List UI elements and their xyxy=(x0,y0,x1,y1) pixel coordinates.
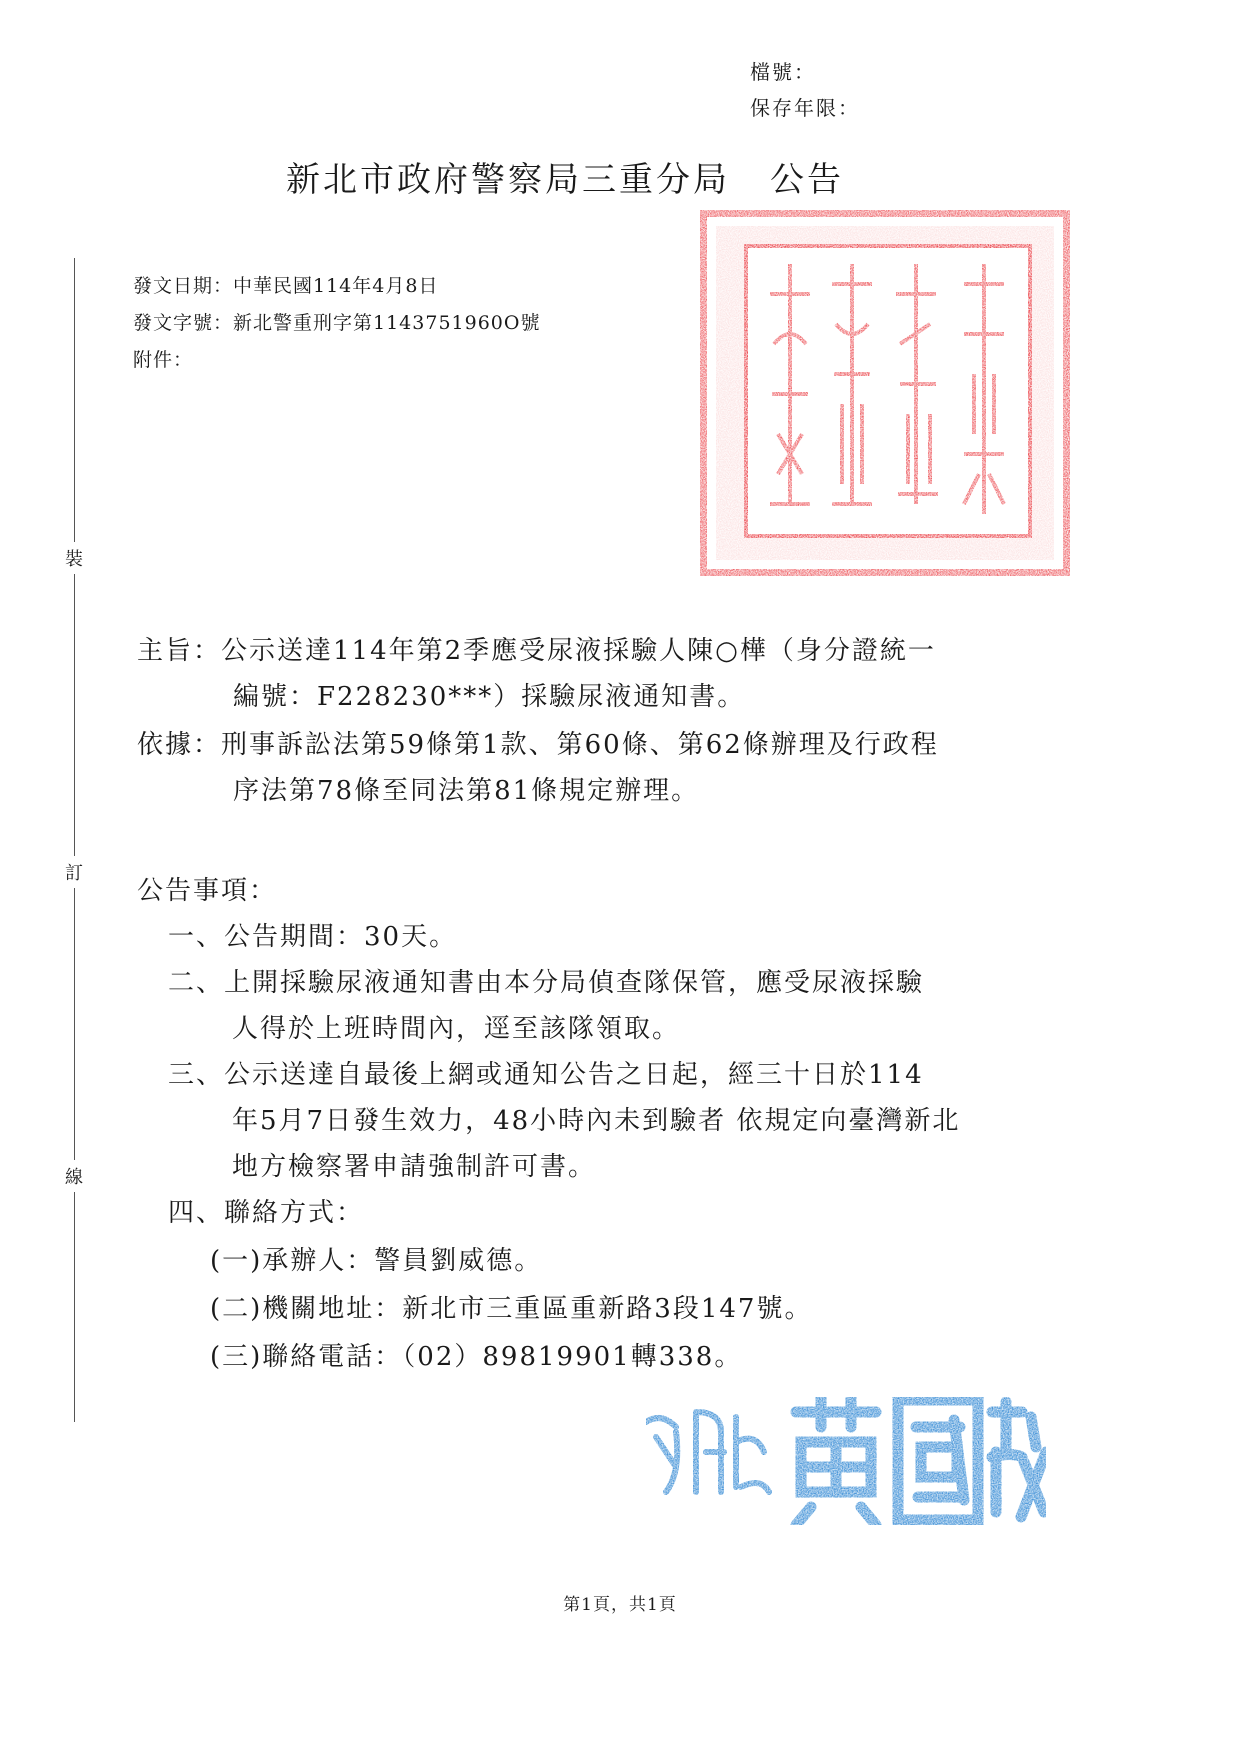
document-title xyxy=(286,152,844,201)
issue-date: 發文日期：中華民國114年4月8日 xyxy=(133,275,439,297)
subject-line-1: 主旨：公示送達114年第2季應受尿液採驗人陳○樺（身分證統一 xyxy=(137,636,936,666)
binding-label-xian: 線 xyxy=(62,1160,86,1192)
binding-label-ding: 訂 xyxy=(62,856,86,888)
retention-label: 保存年限： xyxy=(750,96,860,120)
basis-line-1: 依據：刑事訴訟法第59條第1款、第60條、第62條辦理及行政程 xyxy=(137,730,939,760)
subject-paragraph xyxy=(137,628,936,720)
attachment: 附件： xyxy=(133,349,194,371)
notice-item-4: 四、聯絡方式： xyxy=(168,1198,365,1228)
notice-item-2-line-2: 人得於上班時間內，逕至該隊領取。 xyxy=(232,1014,681,1044)
binding-label-zhuang: 裝 xyxy=(62,542,86,574)
basis-line-2: 序法第78條至同法第81條規定辦理。 xyxy=(233,776,700,806)
notice-item-3-line-1: 三、公示送達自最後上網或通知公告之日起，經三十日於114 xyxy=(168,1060,924,1090)
notice-item-1: 一、公告期間：30天。 xyxy=(168,922,458,952)
file-number-label: 檔號： xyxy=(750,60,816,84)
notice-item-3-line-2: 年5月7日發生效力，48小時內未到驗者 依規定向臺灣新北 xyxy=(232,1106,961,1136)
notice-item-3-line-3: 地方檢察署申請強制許可書。 xyxy=(232,1152,597,1182)
director-signature-stamp xyxy=(636,1382,1056,1532)
document-meta xyxy=(133,268,540,379)
page-number: 第1頁，共1頁 xyxy=(563,1595,677,1615)
notice-item-2-line-1: 二、上開採驗尿液通知書由本分局偵查隊保管，應受尿液採驗 xyxy=(168,968,925,998)
notice-item-2 xyxy=(168,960,924,1052)
basis-paragraph xyxy=(137,722,939,814)
contact-phone: (三)聯絡電話：（02）89819901轉338。 xyxy=(210,1342,743,1372)
document-type: 公告 xyxy=(770,160,844,200)
subject-line-2: 編號：F228230***）採驗尿液通知書。 xyxy=(233,682,746,712)
file-info xyxy=(750,54,860,126)
notice-item-3 xyxy=(168,1052,960,1190)
binding-line xyxy=(74,258,75,1422)
agency-name: 新北市政府警察局三重分局 xyxy=(286,160,730,200)
official-seal xyxy=(694,204,1076,582)
reference-number: 發文字號：新北警重刑字第1143751960O號 xyxy=(133,312,541,334)
contact-person: (一)承辦人：警員劉威德。 xyxy=(210,1246,543,1276)
contact-address: (二)機關地址：新北市三重區重新路3段147號。 xyxy=(210,1294,813,1324)
notice-heading: 公告事項： xyxy=(137,876,278,906)
